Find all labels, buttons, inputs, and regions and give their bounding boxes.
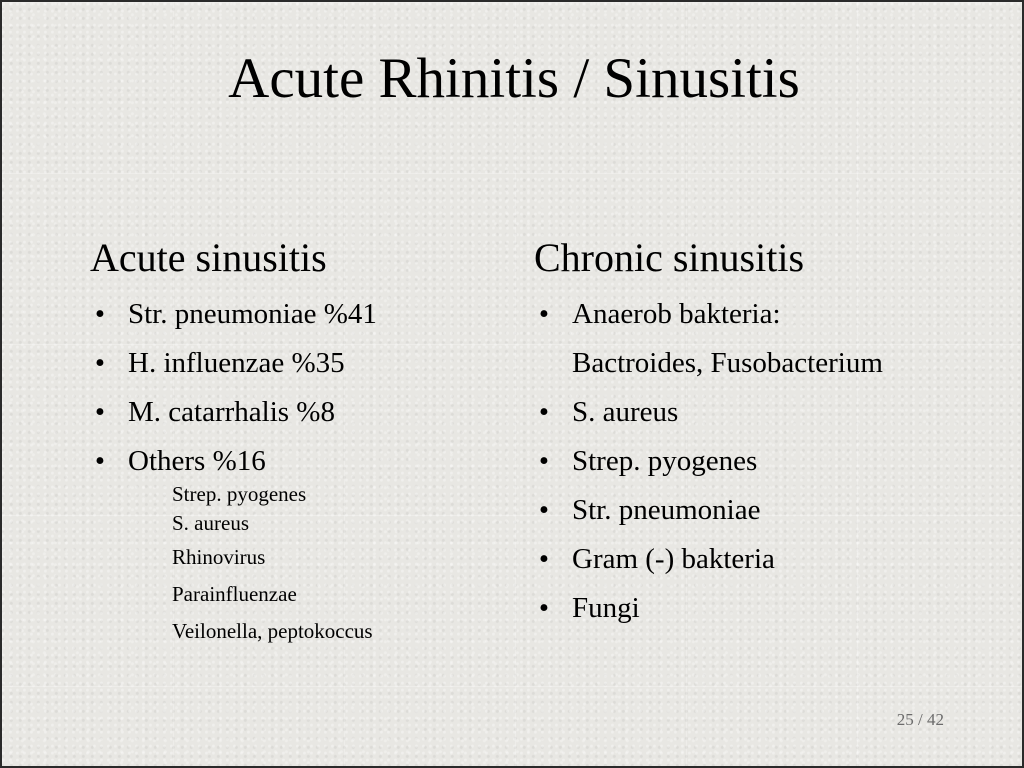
bullet-icon: • <box>94 298 106 330</box>
bullet-icon: • <box>94 347 106 379</box>
sublist-item: Rhinovirus <box>172 545 266 569</box>
chronic-sinusitis-list <box>534 290 994 633</box>
list-item: • Str. pneumoniae <box>534 486 994 535</box>
page-separator: / <box>913 710 927 729</box>
others-sublist <box>172 480 510 650</box>
page-current: 25 <box>896 710 914 729</box>
page-total: 42 <box>927 710 944 729</box>
list-item: • Others %16 <box>90 437 510 486</box>
list-item: • M. catarrhalis %8 <box>90 388 510 437</box>
list-item: • H. influenzae %35 <box>90 339 510 388</box>
bullet-icon: • <box>94 396 106 428</box>
chronic-sinusitis-heading: Chronic sinusitis <box>534 235 805 280</box>
acute-sinusitis-column <box>90 234 510 650</box>
chronic-sinusitis-column <box>534 234 994 633</box>
sublist-item: Parainfluenzae <box>172 582 297 606</box>
acute-sinusitis-list <box>90 290 510 486</box>
bullet-icon: • <box>538 298 550 330</box>
bullet-icon: • <box>94 445 106 477</box>
bullet-icon: • <box>538 543 550 575</box>
list-item: • Fungi <box>534 584 994 633</box>
list-item: • Strep. pyogenes <box>534 437 994 486</box>
sublist-item: Veilonella, peptokoccus <box>172 619 373 643</box>
list-item: • Anaerob bakteria: <box>534 290 994 339</box>
list-item: • Str. pneumoniae %41 <box>90 290 510 339</box>
bullet-icon: • <box>538 592 550 624</box>
list-item: • Gram (-) bakteria <box>534 535 994 584</box>
page-number <box>897 710 944 730</box>
bullet-icon: • <box>538 445 550 477</box>
list-item: • S. aureus <box>534 388 994 437</box>
sublist-item: S. aureus <box>172 511 249 535</box>
list-item-continuation: Bactroides, Fusobacterium <box>572 347 883 379</box>
acute-sinusitis-heading: Acute sinusitis <box>90 235 327 280</box>
slide-title: Acute Rhinitis / Sinusitis <box>228 47 800 110</box>
sublist-item: Strep. pyogenes <box>172 482 307 506</box>
bullet-icon: • <box>538 396 550 428</box>
bullet-icon: • <box>538 494 550 526</box>
